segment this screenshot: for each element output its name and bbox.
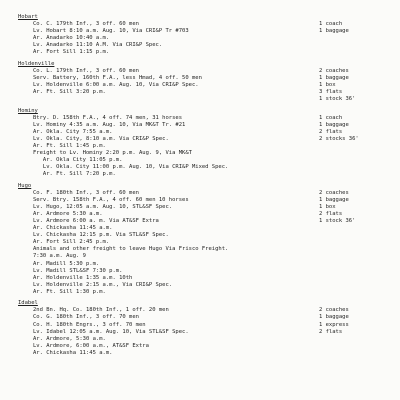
- section-title: [0, 183, 400, 190]
- schedule-line-text: Ar. Ft. Sill 7:20 p.m.: [33, 171, 116, 178]
- schedule-line: [0, 350, 400, 357]
- equipment-allocation: 1 box: [319, 204, 336, 211]
- schedule-line-text: Lv. Holdenville 2:15 a.m., Via CRI&P Spec.: [33, 281, 173, 288]
- equipment-allocation: 1 box: [319, 82, 336, 88]
- schedule-line-text: Ar. Chickasha 11:45 a.m.: [33, 225, 113, 232]
- equipment-allocation: 2 flats: [319, 211, 343, 218]
- schedule-line: [0, 68, 400, 75]
- schedule-line: [0, 157, 400, 164]
- schedule-line-text: Lv. Okla. City, 8:10 a.m. Via CRI&P Spec.: [33, 136, 169, 142]
- schedule-line-text: Lv. Okla. City 11:00 p.m. Aug. 10, Via CRI&P Mixed Spec.: [33, 164, 229, 171]
- schedule-line: [0, 232, 400, 239]
- schedule-line: [0, 239, 400, 246]
- section-title: [0, 61, 400, 68]
- schedule-line-text: Ar. Okla. City 7:55 a.m.: [33, 128, 113, 135]
- equipment-allocation: 2 coaches: [319, 307, 349, 314]
- schedule-line: [0, 136, 400, 143]
- schedule-line-text: Serv. Btry. 158th F.A., 4 off. 60 men 10 horses: [33, 197, 189, 203]
- schedule-line-text: Ar. Okla City 11:05 p.m.: [33, 157, 123, 164]
- schedule-line-text: Lv. Ardmore 6:00 a. m. Via AT&SF Extra: [33, 218, 159, 225]
- schedule-line: [0, 89, 400, 96]
- section-title: [0, 300, 400, 307]
- schedule-line: [0, 129, 400, 136]
- schedule-line: [0, 122, 400, 129]
- section-title-text: Hobart: [18, 14, 38, 20]
- schedule-line-text: Lv. Idabel 12:05 a.m. Aug. 10, Via STL&SF Spec.: [33, 328, 189, 335]
- equipment-allocation: 1 baggage: [319, 28, 349, 35]
- schedule-line-text: 7:30 a.m. Aug. 9: [33, 253, 86, 260]
- schedule-line: [0, 164, 400, 171]
- schedule-line: [0, 246, 400, 253]
- schedule-line-text: Serv. Battery, 160th F.A., less Hmad, 4 off. 50 men: [33, 75, 202, 81]
- schedule-line-text: Ar. Madill 5:30 p.m.: [33, 260, 100, 267]
- schedule-line-text: Lv. Hominy 4:35 a.m. Aug. 10, Via MK&T Tr. #21: [33, 121, 186, 128]
- section-title: [0, 108, 400, 115]
- equipment-allocation: 1 stock 36': [319, 96, 356, 103]
- schedule-line-text: 2nd Bn. Hq. Co. 180th Inf., 1 off. 20 men: [33, 307, 169, 314]
- schedule-line-text: Lv. Holdenville 6:00 a.m. Aug. 10, Via CRI&P Spec.: [33, 82, 199, 88]
- section-title-text: Hominy: [18, 107, 38, 114]
- schedule-line-text: Co. F. 180th Inf., 3 off. 60 men: [33, 190, 139, 196]
- schedule-line: [0, 289, 400, 296]
- schedule-line-text: Lv. Chickasha 12:15 p.m. Via STL&SF Spec.: [33, 232, 169, 239]
- schedule-line-text: Co. H. 180th Engrs., 3 off. 70 men: [33, 321, 146, 328]
- schedule-line-text: Co. G. 180th Inf., 3 off. 70 men: [33, 314, 139, 321]
- schedule-line: [0, 190, 400, 197]
- schedule-line: [0, 115, 400, 122]
- schedule-line: [0, 261, 400, 268]
- schedule-line: [0, 42, 400, 49]
- schedule-line-text: Ar. Chickasha 11:45 a.m.: [33, 349, 113, 356]
- equipment-allocation: 2 flats: [319, 328, 343, 335]
- schedule-line-text: Ar. Ardmore, 5:30 a.m.: [33, 335, 106, 342]
- equipment-allocation: 3 flats: [319, 89, 343, 96]
- section-title-text: Hugo: [18, 182, 32, 189]
- schedule-line-text: Lv. Anadarko 11:10 A.M. Via CRI&P Spec.: [33, 42, 163, 49]
- schedule-line-text: Lv. Ardmore, 6:00 a.m., AT&SF Extra: [33, 342, 149, 349]
- schedule-line: [0, 204, 400, 211]
- equipment-allocation: 1 baggage: [319, 314, 349, 321]
- schedule-line: [0, 253, 400, 260]
- schedule-line-text: Ar. Anadarko 10:40 a.m.: [33, 35, 110, 42]
- schedule-line: [0, 225, 400, 232]
- schedule-line-text: Ar. Fort Sill 1:15 p.m.: [33, 49, 110, 56]
- schedule-line-text: Lv. Hugo, 12:05 a.m. Aug. 10, STL&SF Spec.: [33, 204, 173, 211]
- equipment-allocation: 1 baggage: [319, 121, 349, 128]
- schedule-line: [0, 96, 400, 103]
- schedule-line: [0, 275, 400, 282]
- equipment-allocation: 1 coach: [319, 114, 343, 121]
- equipment-allocation: 1 express: [319, 321, 349, 328]
- schedule-line: [0, 49, 400, 56]
- schedule-line-text: Ar. Fort Sill 2:45 p.m.: [33, 239, 110, 246]
- schedule-line: [0, 75, 400, 82]
- equipment-allocation: 2 coaches: [319, 190, 349, 196]
- schedule-line: [0, 28, 400, 35]
- schedule-line-text: Ar. Ft. Sill 1:30 p.m.: [33, 288, 106, 295]
- schedule-line: [0, 21, 400, 28]
- schedule-line: [0, 329, 400, 336]
- schedule-line-text: Ar. Holdenville 1:35 a.m. 10th: [33, 274, 133, 281]
- schedule-line: [0, 307, 400, 314]
- equipment-allocation: 2 stocks 36': [319, 136, 359, 142]
- schedule-line-text: Co. L. 179th Inf., 3 off. 60 men: [33, 67, 139, 74]
- schedule-line-text: Btry. D. 158th F.A., 4 off. 74 men, 31 horses: [33, 114, 183, 121]
- schedule-line: [0, 336, 400, 343]
- equipment-allocation: 1 coach: [319, 21, 343, 28]
- schedule-line: [0, 82, 400, 89]
- schedule-line: [0, 282, 400, 289]
- schedule-line: [0, 268, 400, 275]
- schedule-line: [0, 197, 400, 204]
- equipment-allocation: 2 flats: [319, 128, 343, 135]
- schedule-line: [0, 322, 400, 329]
- equipment-allocation: 1 stock 36': [319, 218, 356, 225]
- schedule-line: [0, 35, 400, 42]
- equipment-allocation: 2 coaches: [319, 67, 349, 74]
- schedule-line: [0, 211, 400, 218]
- schedule-line: [0, 218, 400, 225]
- schedule-line-text: Freight to Lv. Hominy 2:20 p.m. Aug. 9, Via MK&T: [33, 150, 192, 157]
- equipment-allocation: 1 baggage: [319, 75, 349, 81]
- schedule-line: [0, 314, 400, 321]
- schedule-line-text: Ar. Ft. Sill 1:45 p.m.: [33, 143, 106, 149]
- schedule-line-text: Lv. Madill STL&SF 7:30 p.m.: [33, 267, 123, 274]
- section-title-text: Holdenville: [18, 60, 55, 67]
- section-title: [0, 14, 400, 21]
- schedule-line: [0, 143, 400, 150]
- equipment-allocation: 1 baggage: [319, 197, 349, 203]
- schedule-line: [0, 343, 400, 350]
- section-title-text: Idabel: [18, 300, 38, 307]
- schedule-line: [0, 171, 400, 178]
- schedule-line-text: Co. C. 179th Inf., 3 off. 60 men: [33, 21, 139, 28]
- schedule-line-text: Animals and other freight to leave Hugo Via Frisco Freight.: [33, 246, 229, 253]
- schedule-line: [0, 150, 400, 157]
- schedule-line-text: Lv. Hobart 8:10 a.m. Aug. 10, Via CRI&P Tr #703: [33, 28, 189, 35]
- schedule-line-text: Ar. Ardmore 5:30 a.m.: [33, 211, 103, 218]
- schedule-line-text: Ar. Ft. Sill 3:20 p.m.: [33, 89, 106, 96]
